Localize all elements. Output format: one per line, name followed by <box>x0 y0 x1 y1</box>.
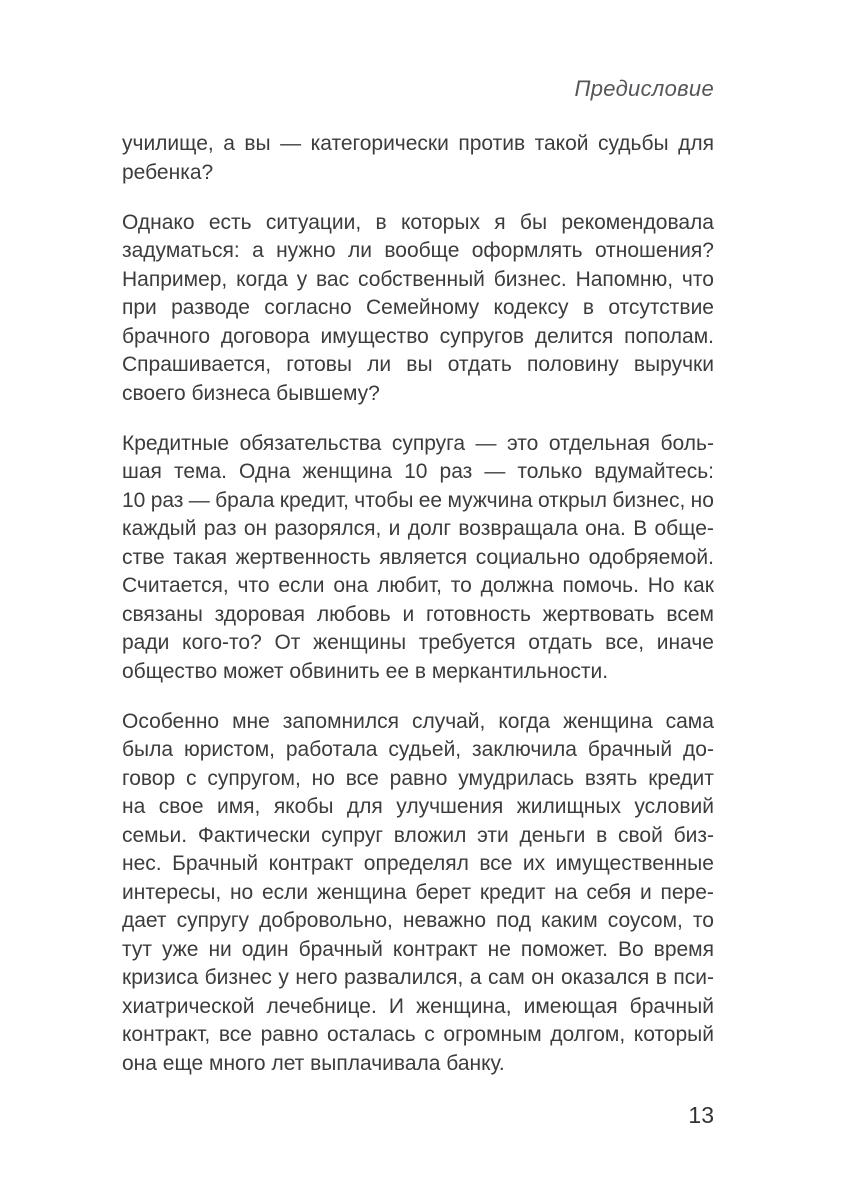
text-line: говор с супругом, но все равно умудрилась взять кредит <box>122 766 714 790</box>
text-line: Например, когда у вас собственный бизнес. Напомню, что <box>122 267 714 291</box>
paragraph <box>122 430 714 687</box>
text-line: дает супругу добровольно, неважно под каким соусом, то <box>122 909 714 932</box>
text-line: училище, а вы — категорически против такой судьбы для <box>122 132 714 155</box>
text-line: Считается, что если она любит, то должна помочь. Но как <box>122 574 714 597</box>
text-line: тут уже ни один брачный контракт не поможет. Во время <box>122 937 714 961</box>
text-line: брачного договора имущество супругов делится пополам. <box>122 324 714 348</box>
running-header: Предисловие <box>574 76 714 101</box>
text-line: интересы, но если женщина берет кредит на себя и пере- <box>122 880 714 904</box>
text-line: каждый раз он разорялся, и долг возвращала она. В обще- <box>122 517 714 540</box>
paragraph <box>122 209 714 409</box>
text-line: контракт, все равно осталась с огромным долгом, который <box>122 1023 714 1046</box>
text-line: хиатрической лечебнице. И женщина, имеющая брачный <box>122 994 714 1018</box>
text-line: Спрашивается, готовы ли вы отдать половину выручки <box>122 353 714 376</box>
text-line: 10 раз — брала кредит, чтобы ее мужчина открыл бизнес, но <box>122 488 714 512</box>
text-line: нес. Брачный контракт определял все их имущественные <box>122 852 714 875</box>
paragraph <box>122 708 714 1079</box>
text-line: стве такая жертвенность является социально одобряемой. <box>122 545 714 569</box>
text-line: связаны здоровая любовь и готовность жертвовать всем <box>122 602 714 626</box>
text-line: была юристом, работала судьей, заключила брачный до- <box>122 738 714 761</box>
text-line: Особенно мне запомнился случай, когда женщина сама <box>122 709 714 733</box>
text-line: Кредитные обязательства супруга — это отдельная боль- <box>122 431 714 455</box>
text-line: на свое имя, якобы для улучшения жилищных условий <box>122 795 714 818</box>
text-line: она еще много лет выплачивала банку. <box>122 1051 505 1075</box>
text-line: кризиса бизнес у него развалился, а сам он оказался в пси- <box>122 966 714 989</box>
paragraph <box>122 130 714 187</box>
text-line: своего бизнеса бывшему? <box>122 381 380 405</box>
text-line: общество может обвинить ее в меркантильности. <box>122 659 609 683</box>
text-line: задуматься: а нужно ли вообще оформлять отношения? <box>122 239 714 262</box>
text-line: шая тема. Одна женщина 10 раз — только вдумайтесь: <box>122 460 714 483</box>
text-line: ребенка? <box>122 160 214 184</box>
text-line: ради кого-то? От женщины требуется отдать все, иначе <box>122 631 714 654</box>
text-line: при разводе согласно Семейному кодексу в отсутствие <box>122 296 714 319</box>
text-line: Однако есть ситуации, в которых я бы рекомендовала <box>122 210 714 234</box>
page-number: 13 <box>688 1102 714 1128</box>
text-line: семьи. Фактически супруг вложил эти деньги в свой биз- <box>122 823 714 847</box>
text-block <box>122 130 714 1078</box>
